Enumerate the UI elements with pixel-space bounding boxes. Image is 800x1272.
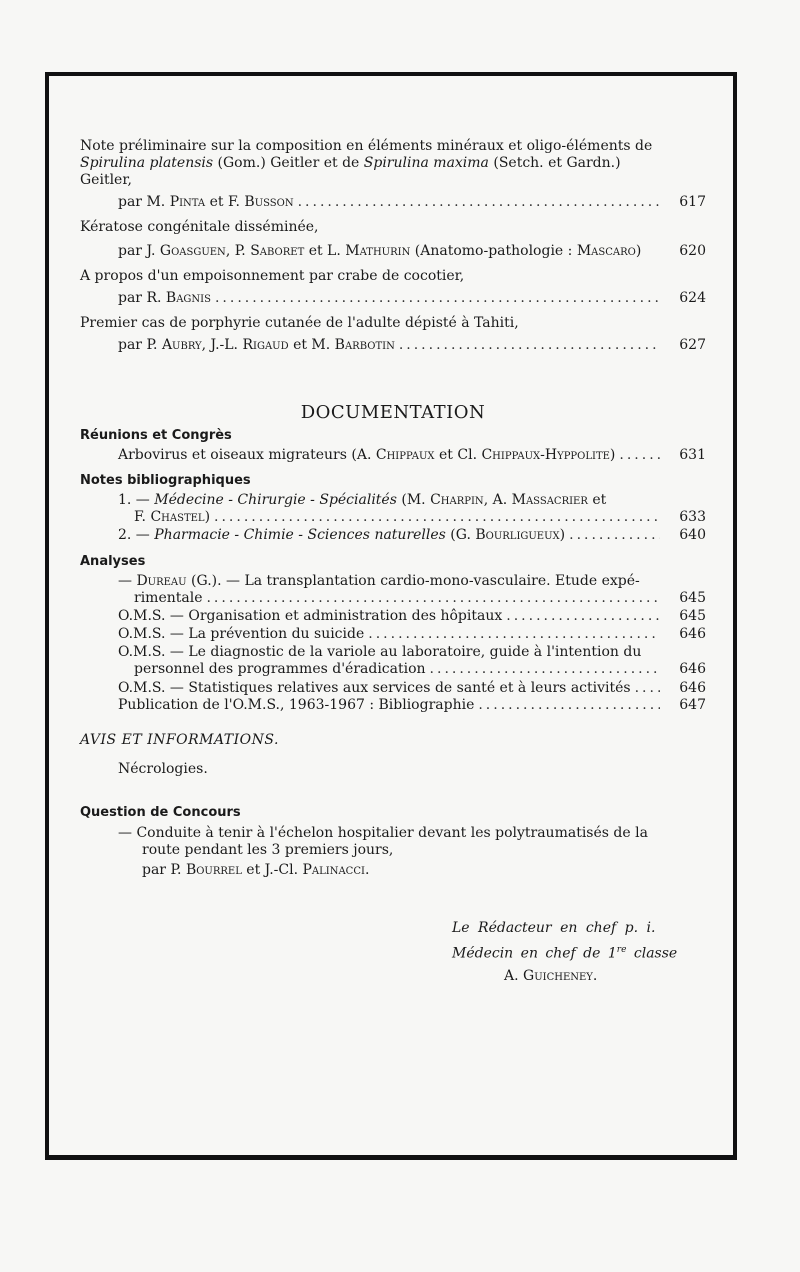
section-title-documentation: DOCUMENTATION [300, 402, 486, 423]
page-number: 646 [679, 626, 706, 642]
leader-dots [206, 590, 660, 607]
article-entry [80, 219, 706, 260]
page-number: 647 [679, 697, 706, 713]
article-title: Note préliminaire sur la composition en éléments minéraux et oligo-éléments de Spirulina platensis (Gom.) Geitler et de Spirulina maxima (Setch. et Gardn.) Geitler, [80, 138, 653, 188]
leader-dots [506, 608, 660, 625]
article-authors-row: par P. Aubry, J.-L. Rigaud et M. Barbotin ..... 627 [80, 337, 706, 354]
article-authors-row: par M. Pinta et F. Busson ..... 617 [80, 194, 706, 211]
subsection-heading: Notes bibliographiques [80, 473, 251, 488]
toc-row: — Dureau (G.). — La transplantation cardio-mono-vasculaire. Etude expé- rimentale ..... 645 [80, 573, 706, 607]
page-number: 627 [679, 337, 706, 353]
page-number: 624 [679, 290, 706, 306]
leader-dots [569, 527, 660, 544]
avis-heading: AVIS ET INFORMATIONS. [80, 732, 279, 748]
page-number: 617 [679, 194, 706, 210]
page-number: 645 [679, 590, 706, 606]
leader-dots [430, 661, 660, 678]
leader-dots [635, 680, 660, 697]
page-number: 646 [679, 661, 706, 677]
leader-dots [399, 337, 660, 354]
leader-dots [298, 194, 660, 211]
subsection-heading: Réunions et Congrès [80, 428, 232, 443]
article-authors-row: par R. Bagnis ..... 624 [80, 290, 706, 307]
page-number: 646 [679, 680, 706, 696]
toc-row: Publication de l'O.M.S., 1963-1967 : Bibliographie ..... 647 [80, 697, 706, 714]
page-number: 633 [679, 509, 706, 525]
leader-dots [619, 447, 660, 464]
toc-row: 1. — Médecine - Chirurgie - Spécialités (M. Charpin, A. Massacrier et F. Chastel) ..... 633 [80, 492, 706, 526]
article-title: Premier cas de porphyrie cutanée de l'adulte dépisté à Tahiti, [80, 315, 519, 331]
article-entry [80, 315, 706, 354]
toc-row: O.M.S. — Statistiques relatives aux services de santé et à leurs activités ..... 646 [80, 680, 706, 697]
page-number: 620 [679, 243, 706, 259]
page-number: 645 [679, 608, 706, 624]
article-title: A propos d'un empoisonnement par crabe de cocotier, [80, 268, 465, 284]
toc-row: Arbovirus et oiseaux migrateurs (A. Chippaux et Cl. Chippaux-Hyppolite) ..... 631 [80, 447, 706, 464]
article-authors-row: par J. Goasguen, P. Saboret et L. Mathurin (Anatomo-pathologie : Mascaro) 620 [118, 243, 706, 259]
leader-dots [214, 509, 660, 526]
signature-block: Le Rédacteur en chef p. i. Médecin en chef de 1re classe A. Guicheney. [452, 920, 678, 984]
subsection-heading: Analyses [80, 554, 146, 569]
toc-row: 2. — Pharmacie - Chimie - Sciences naturelles (G. Bourligueux) ..... 640 [80, 527, 706, 544]
concours-entry: — Conduite à tenir à l'échelon hospitalier devant les polytraumatisés de la route pendant les 3 premiers jours, par P. Bourrel et J.-Cl. Palinacci. [118, 825, 648, 878]
article-entry [80, 138, 706, 211]
article-entry [80, 268, 706, 307]
toc-row: O.M.S. — La prévention du suicide ..... 646 [80, 626, 706, 643]
table-of-contents [80, 138, 706, 879]
page-number: 640 [679, 527, 706, 543]
toc-row: O.M.S. — Le diagnostic de la variole au laboratoire, guide à l'intention du personnel des programmes d'éradication ..... 646 [80, 644, 706, 678]
article-title: Kératose congénitale disséminée, [80, 219, 319, 235]
leader-dots [215, 290, 660, 307]
leader-dots [368, 626, 660, 643]
toc-row: O.M.S. — Organisation et administration des hôpitaux ..... 645 [80, 608, 706, 625]
avis-item: Nécrologies. [118, 761, 208, 777]
subsection-heading: Question de Concours [80, 805, 241, 820]
page-number: 631 [679, 447, 706, 463]
leader-dots [478, 697, 660, 714]
